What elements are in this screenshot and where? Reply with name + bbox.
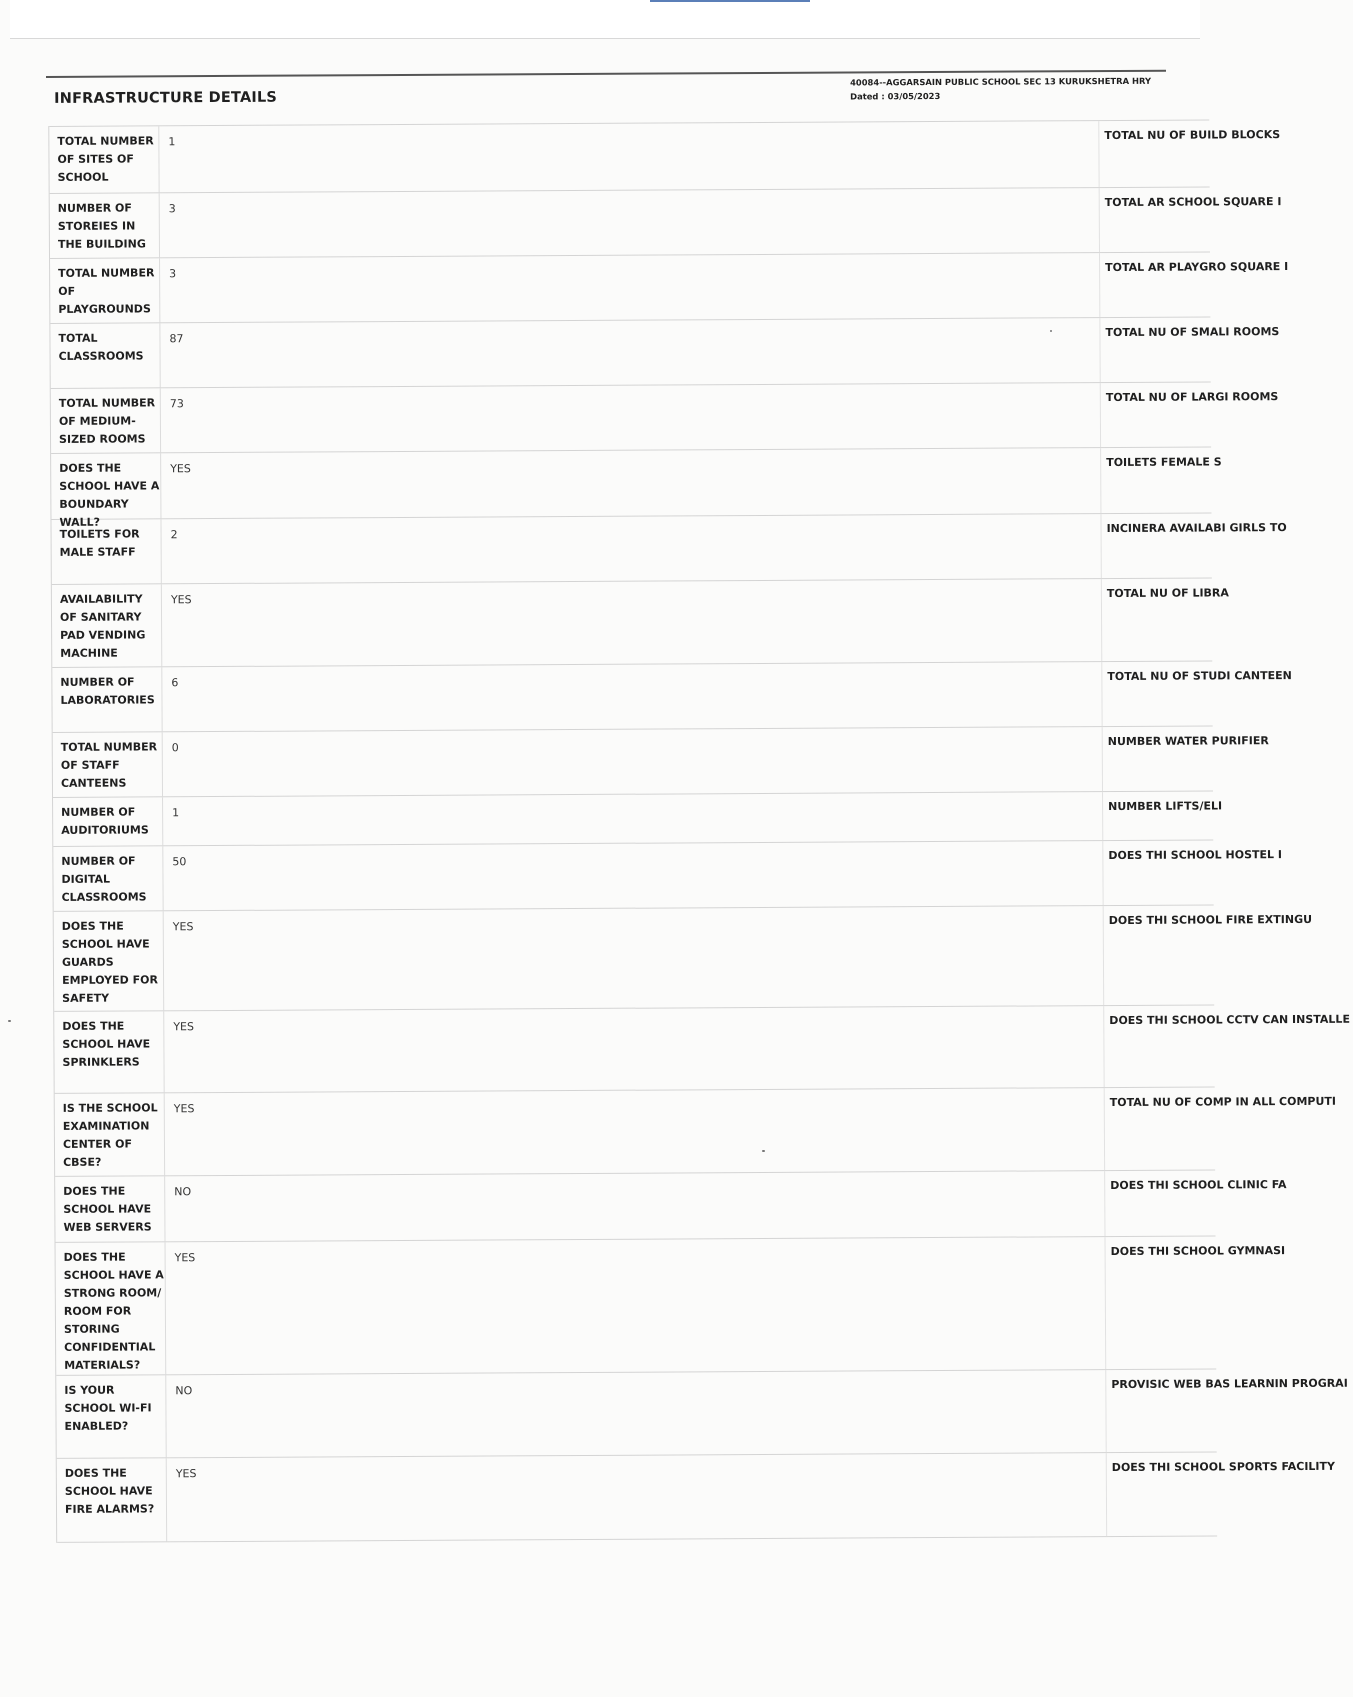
row-value: 0 — [163, 727, 1103, 796]
document-date: Dated : 03/05/2023 — [850, 90, 941, 102]
right-column-label: TOTAL NU OF LARGI ROOMS — [1105, 390, 1279, 405]
table-row — [56, 1368, 1348, 1457]
row-value: YES — [162, 579, 1102, 666]
right-column-label: PROVISIC WEB BAS LEARNIN PROGRAI — [1111, 1376, 1348, 1392]
row-value: NO — [166, 1370, 1106, 1457]
table-row — [55, 1086, 1337, 1175]
right-column-label: DOES THI SCHOOL SPORTS FACILITY — [1111, 1459, 1336, 1475]
row-value: 6 — [162, 662, 1102, 731]
row-value: YES — [164, 906, 1105, 1010]
scan-blue-mark — [650, 0, 810, 2]
row-value: YES — [166, 1237, 1107, 1374]
table-row — [55, 1169, 1287, 1241]
right-column-label: DOES THI SCHOOL CCTV CAN INSTALLE — [1109, 1012, 1350, 1028]
row-label: DOES THE SCHOOL HAVE A BOUNDARY WALL? — [51, 453, 161, 519]
right-column-label: DOES THI SCHOOL GYMNASI — [1110, 1244, 1286, 1259]
row-label: TOTAL NUMBER OF PLAYGROUNDS — [50, 258, 160, 323]
table-row — [50, 186, 1282, 257]
row-label: AVAILABILITY OF SANITARY PAD VENDING MACHINE — [52, 584, 162, 667]
right-column-label: NUMBER LIFTS/ELI — [1108, 799, 1223, 814]
right-column-label: NUMBER WATER PURIFIER — [1107, 734, 1269, 749]
row-value: 1 — [159, 121, 1099, 192]
scan-speck — [1050, 330, 1052, 332]
document-page — [40, 70, 1350, 1636]
table-row — [52, 577, 1229, 666]
scan-top-edge — [10, 0, 1200, 39]
row-label: DOES THE SCHOOL HAVE GUARDS EMPLOYED FOR SAFETY — [54, 911, 165, 1011]
scan-speck — [8, 1020, 11, 1022]
right-column-label: TOTAL NU OF BUILD BLOCKS — [1104, 128, 1281, 143]
row-value: YES — [161, 448, 1101, 518]
scan-speck — [762, 1150, 765, 1152]
infrastructure-table — [48, 119, 1350, 1542]
right-column-label: TOTAL NU OF STUDI CANTEEN — [1107, 669, 1292, 684]
page-title: INFRASTRUCTURE DETAILS — [54, 89, 278, 107]
row-value: 1 — [163, 792, 1103, 845]
row-label: TOILETS FOR MALE STAFF — [51, 519, 161, 584]
right-column-label: TOTAL AR PLAYGRO SQUARE I — [1105, 260, 1289, 275]
table-row — [54, 904, 1313, 1010]
row-label: NUMBER OF AUDITORIUMS — [53, 797, 163, 846]
table-row — [51, 512, 1287, 583]
table-row — [53, 790, 1223, 845]
row-label: DOES THE SCHOOL HAVE A STRONG ROOM/ ROOM FOR STORING CONFIDENTIAL MATERIALS? — [56, 1242, 167, 1375]
row-label: DOES THE SCHOOL HAVE WEB SERVERS — [55, 1176, 165, 1242]
row-value: NO — [165, 1171, 1105, 1241]
table-row — [57, 1451, 1336, 1542]
row-label: TOTAL NUMBER OF MEDIUM-SIZED ROOMS — [51, 388, 161, 453]
row-value: YES — [164, 1006, 1104, 1092]
row-label: DOES THE SCHOOL HAVE FIRE ALARMS? — [57, 1458, 167, 1542]
row-label: DOES THE SCHOOL HAVE SPRINKLERS — [54, 1011, 164, 1093]
table-row — [51, 446, 1222, 529]
table-row — [56, 1235, 1286, 1374]
right-column-label: TOTAL AR SCHOOL SQUARE I — [1104, 195, 1282, 210]
right-column-label: TOTAL NU OF SMALI ROOMS — [1105, 325, 1280, 340]
right-column-label: DOES THI SCHOOL HOSTEL I — [1108, 848, 1282, 863]
table-row — [51, 381, 1279, 452]
table-row — [54, 1004, 1350, 1092]
right-column-label: DOES THI SCHOOL FIRE EXTINGU — [1108, 912, 1313, 928]
row-label: NUMBER OF STOREIES IN THE BUILDING — [50, 193, 160, 258]
right-column-label: INCINERA AVAILABI GIRLS TO — [1106, 521, 1287, 536]
right-column-label: DOES THI SCHOOL CLINIC FA — [1110, 1178, 1287, 1193]
row-label: TOTAL CLASSROOMS — [50, 323, 160, 388]
row-label: TOTAL NUMBER OF SITES OF SCHOOL — [49, 126, 159, 193]
row-value: YES — [165, 1088, 1105, 1175]
table-row — [49, 119, 1281, 192]
school-name: 40084--AGGARSAIN PUBLIC SCHOOL SEC 13 KURUKSHETRA HRY — [850, 75, 1152, 88]
table-row — [53, 839, 1282, 910]
row-value: 73 — [161, 383, 1101, 452]
row-label: IS THE SCHOOL EXAMINATION CENTER OF CBSE? — [55, 1093, 165, 1176]
table-row — [53, 725, 1269, 796]
row-label: TOTAL NUMBER OF STAFF CANTEENS — [53, 732, 163, 797]
row-value: 2 — [161, 514, 1101, 583]
row-label: IS YOUR SCHOOL WI-FI ENABLED? — [56, 1375, 166, 1458]
table-row — [50, 251, 1289, 322]
row-value: 87 — [160, 318, 1100, 387]
table-row — [50, 316, 1280, 387]
row-value: 50 — [163, 841, 1103, 910]
table-row — [52, 660, 1292, 731]
right-column-label: TOILETS FEMALE S — [1106, 455, 1222, 470]
row-label: NUMBER OF DIGITAL CLASSROOMS — [53, 846, 163, 911]
right-column-label: TOTAL NU OF COMP IN ALL COMPUTI — [1109, 1094, 1337, 1110]
row-value: 3 — [160, 188, 1100, 257]
row-value: YES — [167, 1453, 1107, 1541]
row-value: 3 — [160, 253, 1100, 322]
right-column-label: TOTAL NU OF LIBRA — [1106, 586, 1229, 601]
row-label: NUMBER OF LABORATORIES — [52, 667, 162, 732]
